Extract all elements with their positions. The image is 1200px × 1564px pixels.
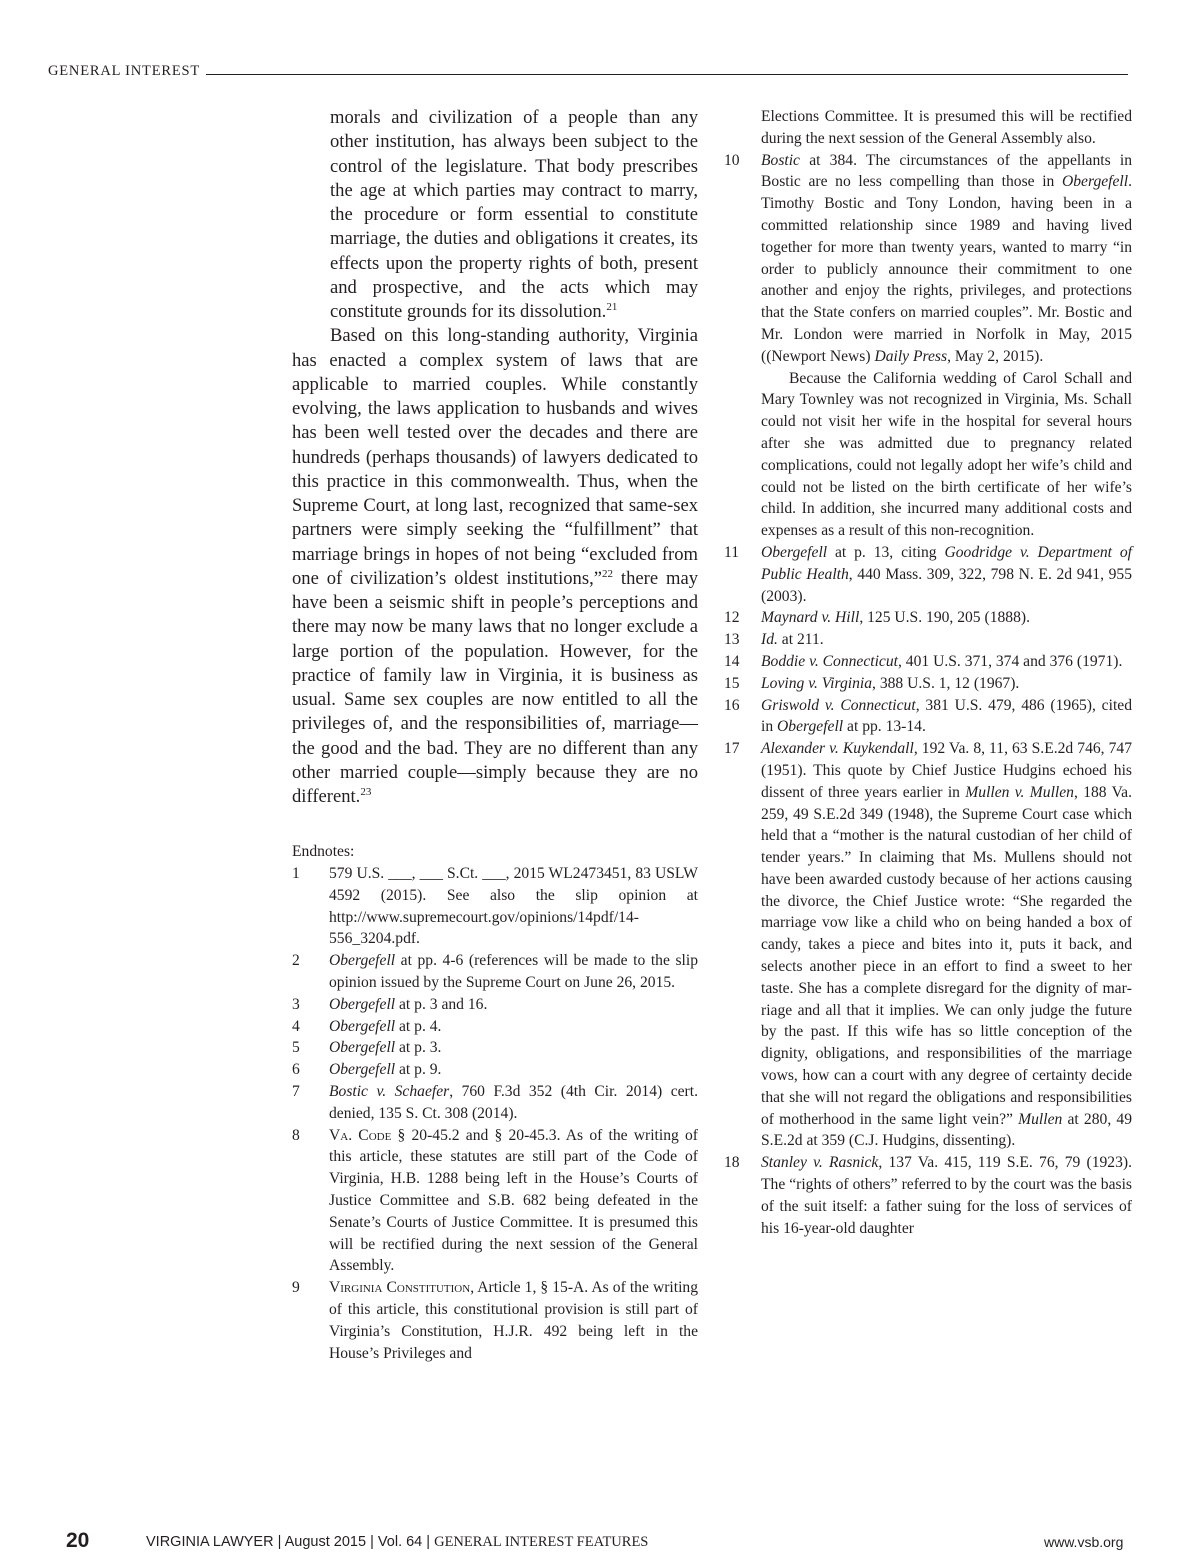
endnote-number: 10 xyxy=(724,151,740,169)
endnote-text: at pp. 4-6 (references will be made to the slip opinion issued by the Supreme Court on June 26, 2015. xyxy=(329,952,698,992)
case-name: Stanley v. Rasnick xyxy=(761,1154,879,1172)
case-name: Mullen v. Mullen xyxy=(965,783,1074,801)
endnote-text: , 188 Va. 259, 49 S.E.2d 349 (1948), the Supreme Court case which held that a “mother is the natural custodian of her child of tender years.” In claiming that Ms. Mullens should not have been awarded custody because of her actions causing the divorce, the Chief Justice wrote: “She regarded the marriage vow like a child who on being handed a box of candy, takes a piece and bites into it, puts it back, and selects another piece in an effort to find a sweet to her taste. She has a complete disregard for the dignity of marriage and all that it implies. We can only judge the future by the past. If this wife has so little conception of the dignity, obligations, and responsibilities of the marriage vows, how can a court with any degree of certainty decide that she will not regard the obligations and responsibilities of motherhood in the same light vein?” xyxy=(761,783,1132,1128)
endnote-14 xyxy=(724,651,1132,673)
endnote-text: at 211. xyxy=(777,631,824,649)
footnote-ref-21: 21 xyxy=(606,300,618,313)
publication-name: VIRGINIA LAWYER xyxy=(146,1534,274,1550)
issue-date: August 2015 xyxy=(284,1534,367,1550)
endnote-number: 17 xyxy=(724,740,740,758)
endnote-8 xyxy=(292,1125,698,1278)
endnote-13 xyxy=(724,629,1132,651)
endnote-text: , 760 F.3d 352 (4th Cir. 2014) cert. denied, 135 S. Ct. 308 (2014). xyxy=(329,1083,698,1122)
endnote-text: , Article 1, § 15-A. As of the writing of this article, this constitutional provision is still part of Virginia’s Constitution, H.J.R. 492 being left in the House’s Privileges and xyxy=(329,1279,698,1362)
endnote-9 xyxy=(292,1277,698,1364)
case-name: Obergefell xyxy=(329,1061,396,1079)
endnote-text: , 192 Va. 8, 11, 63 S.E.2d 746, 747 (1951). This quote by Chief Justice Hudgins echoed his dissent of three years earlier in xyxy=(761,740,1132,801)
endnote-text: at pp. 13-14. xyxy=(843,718,926,736)
case-name: Obergefell xyxy=(329,1017,396,1035)
publication-name: Daily Press xyxy=(874,347,948,365)
body-paragraph xyxy=(292,324,698,809)
endnote-text: 579 U.S. ___, ___ S.Ct. ___, 2015 WL2473451, 83 USLW 4592 (2015). See also the slip opinion at http://www.supremecourt.gov/opinions/14pdf/14-556_3204.pdf. xyxy=(329,865,698,948)
endnote-16 xyxy=(724,695,1132,739)
endnote-4 xyxy=(292,1016,698,1038)
endnote-text: , 401 U.S. 371, 374 and 376 (1971). xyxy=(897,652,1123,670)
endnote-text: at p. 9. xyxy=(395,1061,442,1079)
endnote-text: . Timothy Bostic and Tony London, having been in a committed relationship since 1989 and having lived together for more than twenty years, wanted to marry “in order to publicly announce their commitment to one another and enjoy the rights, privileges, and protections that the State confers on married couples”. Mr. Bostic and Mr. London were married in Norfolk in May, 2015 ((Newport News) xyxy=(761,173,1132,365)
case-name: Boddie v. Connecticut xyxy=(761,652,898,670)
endnote-7 xyxy=(292,1081,698,1125)
footnote-ref-23: 23 xyxy=(360,785,372,798)
block-quote xyxy=(292,106,698,324)
case-name: Obergefell xyxy=(329,1039,396,1057)
endnote-text: at p. 13, citing xyxy=(827,543,945,561)
endnote-number: 9 xyxy=(292,1279,300,1297)
endnote-number: 11 xyxy=(724,543,740,561)
endnote-number: 2 xyxy=(292,952,300,970)
endnote-text: , 388 U.S. 1, 12 (1967). xyxy=(872,674,1020,692)
endnote-number: 15 xyxy=(724,674,740,692)
endnote-10 xyxy=(724,150,1132,368)
endnote-text: at p. 3 and 16. xyxy=(395,995,488,1013)
endnote-1 xyxy=(292,863,698,950)
footer-separator: | xyxy=(277,1534,282,1550)
case-name: Obergefell xyxy=(777,718,844,736)
endnote-text: § 20-45.2 and § 20-45.3. As of the writing of this article, these statutes are still part of the Code of Virginia, H.B. 1288 being left in the House’s Courts of Justice Committee and S.B. 682 being defeated in the Senate’s Courts of Justice Committee. It is presumed this will be rectified during the next session of the General Assembly. xyxy=(329,1126,698,1275)
endnote-number: 8 xyxy=(292,1126,300,1144)
endnote-11 xyxy=(724,542,1132,607)
endnote-number: 3 xyxy=(292,995,300,1013)
right-column xyxy=(724,106,1132,1239)
endnote-number: 16 xyxy=(724,696,740,714)
case-name: Mullen xyxy=(1018,1110,1063,1128)
endnote-17 xyxy=(724,738,1132,1152)
case-name: Obergefell xyxy=(761,543,828,561)
endnote-text: at p. 4. xyxy=(395,1017,442,1035)
endnote-number: 7 xyxy=(292,1083,300,1101)
endnote-text: , 440 Mass. 309, 322, 798 N. E. 2d 941, 955 (2003). xyxy=(761,565,1133,605)
endnote-12 xyxy=(724,607,1132,629)
endnote-number: 12 xyxy=(724,609,740,627)
endnote-2 xyxy=(292,950,698,994)
footer-separator: | xyxy=(426,1534,431,1550)
case-name: Obergefell xyxy=(1061,173,1129,191)
case-name: Goodridge v. Department of Public Health xyxy=(761,543,1133,583)
endnote-text: at 384. The circumstances of the appellants in Bostic are no less compelling than those in xyxy=(761,151,1132,191)
left-column xyxy=(292,106,698,1364)
volume-number: Vol. 64 xyxy=(377,1534,423,1550)
website-url: www.vsb.org xyxy=(1044,1534,1124,1550)
case-name: Alexander v. Kuykendall xyxy=(761,740,914,758)
endnote-15 xyxy=(724,673,1132,695)
endnote-number: 5 xyxy=(292,1039,300,1057)
endnote-number: 4 xyxy=(292,1017,300,1035)
endnote-text: , May 2, 2015). xyxy=(947,347,1044,365)
paragraph-text-b: there may have been a seismic shift in people’s perceptions and there may now be many laws that no longer exclude a large portion of the population. However, for the practice of family law in Virginia, it is business as usual. Same sex couples are now entitled to all the privileges of, and the responsibilities of, marriage—the good and the bad. They are no different than any other married couple—simply because they are no different. xyxy=(292,567,698,807)
case-name: Obergefell xyxy=(329,995,396,1013)
case-name: Id. xyxy=(761,631,778,649)
case-name: Bostic v. Schaefer xyxy=(329,1083,450,1101)
section-title: GENERAL INTEREST xyxy=(48,63,201,79)
code-citation: Va. Code xyxy=(329,1126,392,1144)
endnote-text: at p. 3. xyxy=(395,1039,442,1057)
case-name: Obergefell xyxy=(329,952,396,970)
endnote-18 xyxy=(724,1152,1132,1239)
endnote-text: , 381 U.S. 479, 486 (1965), cited in xyxy=(761,696,1132,736)
header-rule xyxy=(206,74,1128,75)
footnote-ref-22: 22 xyxy=(602,567,613,580)
endnotes-heading: Endnotes: xyxy=(292,843,355,861)
quote-text: morals and civilization of a people than any other institution, has always been subject to the control of the legislature. That body prescribes the age at which parties may contract to marry, the procedure or form essential to constitute marriage, the duties and obligations it creates, its effects upon the property rights of both, present and prospective, and the acts which may constitute grounds for its dissolution. xyxy=(330,107,698,322)
endnote-10-paragraph-2: Because the California wedding of Carol Schall and Mary Townley was not recognized in Virginia, Ms. Schall could not visit her wife in the hospital for several hours after she was admitted due to pregnancy related complications, could not legally adopt her wife’s child and could not be listed on the birth certificate of her wife’s child. In addition, she incurred many additional costs and expenses as a result of this non-recognition. xyxy=(761,369,1132,540)
running-header xyxy=(48,60,1128,78)
paragraph-text-a: Based on this long-standing authority, Virginia has enacted a complex system of laws that are applicable to married couples. While constantly evolving, the laws application to husbands and wives has been well tested over the decades and there are hundreds (perhaps thousands) of lawyers dedicated to this practice in this commonwealth. Thus, when the Supreme Court, at long last, recognized that same-sex partners were simply seeking the “fulfillment” that marriage brings in hopes of not being “excluded from one of civilization’s oldest institutions,” xyxy=(292,325,698,589)
endnote-text: , 125 U.S. 190, 205 (1888). xyxy=(859,609,1030,627)
endnote-number: 14 xyxy=(724,652,740,670)
endnote-text: , 137 Va. 415, 119 S.E. 76, 79 (1923). The “rights of others” referred to by the court was the basis of the suit itself: a father suing for the loss of services of his 16-year-old daughter xyxy=(761,1154,1132,1237)
page-footer xyxy=(0,1527,1200,1557)
footer-section: GENERAL INTEREST FEATURES xyxy=(434,1534,649,1550)
endnote-number: 6 xyxy=(292,1061,300,1079)
endnote-9-continued: Elections Committee. It is presumed this will be rectified during the next session of the General Assembly also. xyxy=(761,108,1132,147)
case-name: Griswold v. Connecticut xyxy=(761,696,916,714)
endnote-text: at 280, 49 S.E.2d at 359 (C.J. Hudgins, dissenting). xyxy=(761,1110,1132,1150)
case-name: Maynard v. Hill xyxy=(761,609,860,627)
case-name: Loving v. Virginia xyxy=(761,674,873,692)
page-number: 20 xyxy=(66,1529,90,1552)
endnote-6 xyxy=(292,1059,698,1081)
endnote-number: 13 xyxy=(724,631,740,649)
endnote-3 xyxy=(292,994,698,1016)
case-name: Bostic xyxy=(761,151,800,169)
endnote-5 xyxy=(292,1037,698,1059)
footer-separator: | xyxy=(370,1534,374,1550)
footer-publication-line xyxy=(146,1534,648,1551)
endnote-number: 1 xyxy=(292,865,300,883)
constitution-citation: Virginia Constitution xyxy=(329,1279,471,1297)
endnote-number: 18 xyxy=(724,1154,740,1172)
